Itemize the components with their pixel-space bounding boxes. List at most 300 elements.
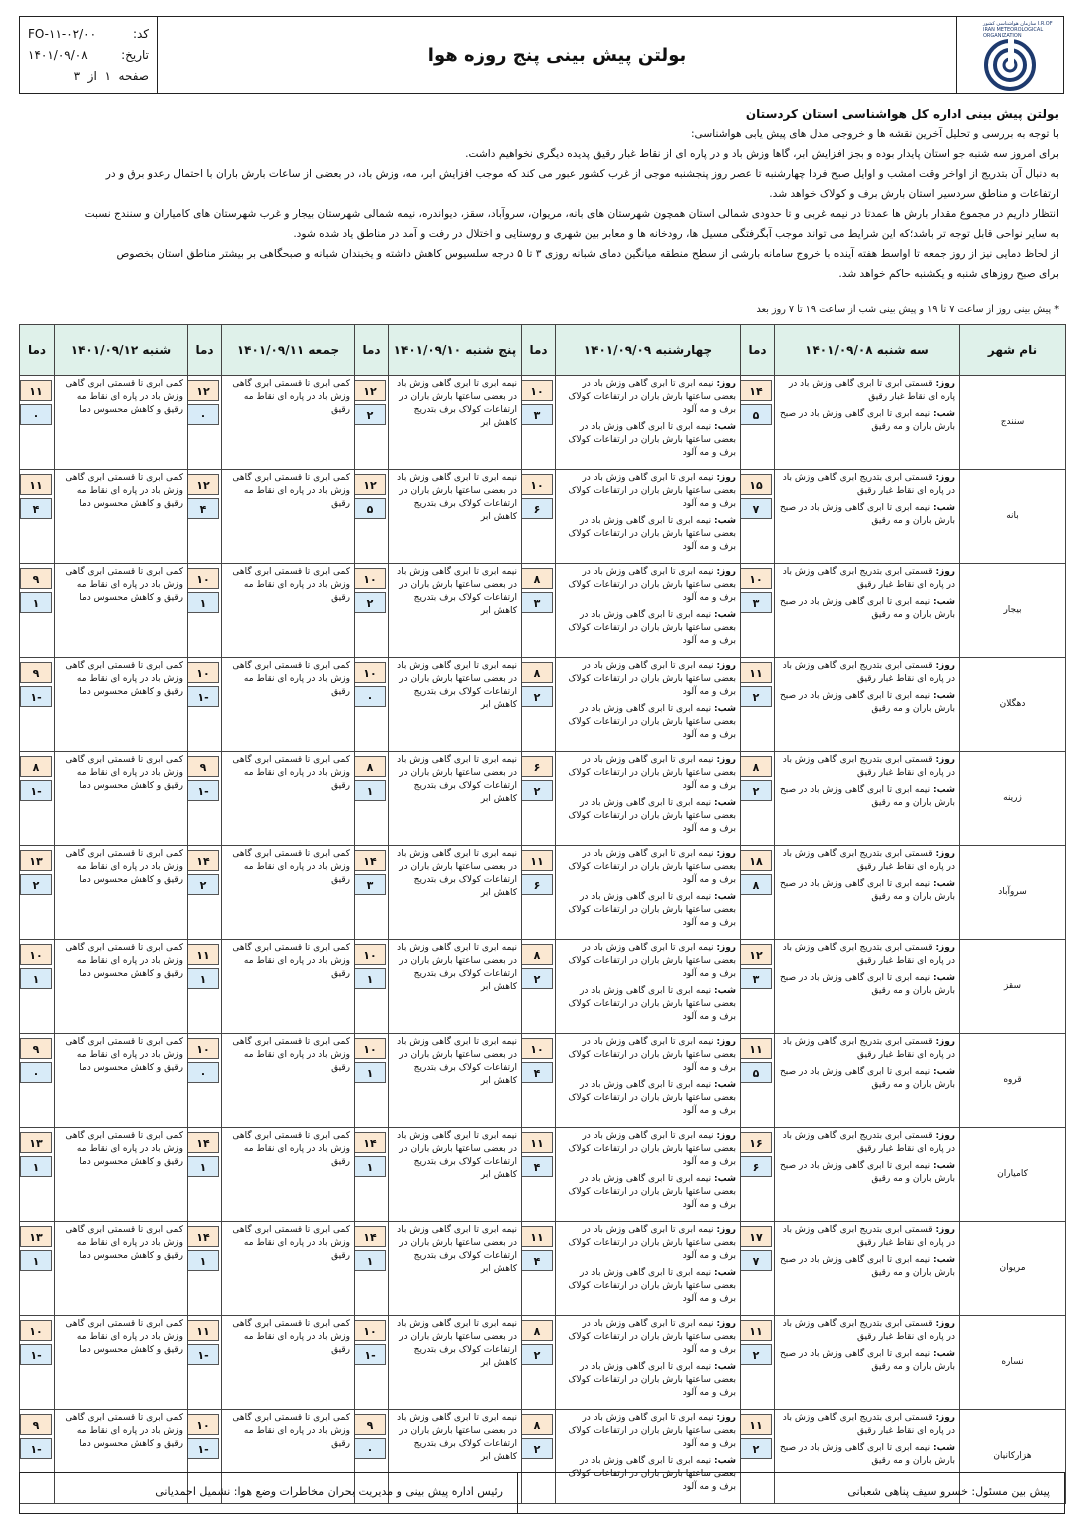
forecast-text: کمی ابری تا قسمتی ابری گاهی وزش باد در پاره ای نقاط مه رقیق و کاهش محسوس دما — [65, 567, 183, 603]
min-temp: ۲ — [740, 1438, 772, 1459]
night-label: شب: — [714, 422, 736, 432]
max-temp: ۱۳ — [20, 1132, 52, 1153]
city-name: سقز — [960, 940, 1066, 1034]
intro-line: به سایر نواحی قابل توجه تر باشد؛که این شرایط می تواند موجب آبگرفتگی مسیل ها، رودخانه ها و معابر بین شهری و روستایی و اختلال در رفت و آمد در مناطق یاد شده شود. — [293, 228, 1059, 240]
intro-line: انتظار داریم در مجموع مقدار بارش ها عمدتا در نیمه غربی و تا حدودی شمالی استان همچون شهرستان های بانه، مریوان، سروآباد، سقز، دیواندره، نیمه شمالی شهرستان بیجار و غرب شهرستان های کامیاران و سنندج نسبت — [84, 208, 1059, 220]
min-temp: ۶ — [740, 1156, 772, 1177]
min-temp: -۱ — [20, 686, 52, 707]
temp-cell — [522, 564, 556, 658]
day-label: روز: — [716, 1319, 736, 1329]
table-row — [20, 846, 1066, 940]
forecast-cell — [55, 564, 188, 658]
night-forecast: نیمه ابری تا ابری گاهی وزش باد در صبح بارش باران و مه رقیق — [779, 1067, 955, 1090]
intro-line: از لحاظ دمایی نیز از روز جمعه تا اواسط هفته آینده با خروج سامانه بارشی از سطح منطقه میانگین دمای شبانه روزی ۳ تا ۵ درجه سلسیوس کاهش داشته و یخبندان شبانه و صبحگاهی بر بیشتر مناطق استان بخصوص — [116, 248, 1059, 260]
min-temp: ۵ — [740, 1062, 772, 1083]
intro-line: برای صبح روزهای شنبه و یکشنبه حاکم خواهد شد. — [838, 268, 1059, 280]
day-forecast: نیمه ابری تا ابری گاهی وزش باد در بعضی ساعتها بارش باران در ارتفاعات کولاک برف و مه آلود — [568, 943, 736, 979]
temp-cell — [188, 1128, 222, 1222]
temp-cell — [741, 752, 775, 846]
intro-line: به دنبال آن بتدریج از اواخر وقت امشب و اوایل صبح فردا چهارشنبه تا عصر روز پنجشنبه موجی از غرب کشور عبور می کند که موجب افزایش ابر، مه، وزش باد، در بعضی از ساعات بارش باران با احتمال رعدو برق و در — [105, 168, 1059, 180]
temp-cell — [20, 470, 55, 564]
forecast-cell — [389, 658, 522, 752]
night-label: شب: — [933, 1443, 955, 1453]
city-name: کامیاران — [960, 1128, 1066, 1222]
day-label: روز: — [716, 473, 736, 483]
temp-cell — [741, 564, 775, 658]
min-temp: -۱ — [187, 1438, 219, 1459]
forecast-cell — [222, 564, 355, 658]
table-row — [20, 1316, 1066, 1410]
day-forecast: قسمتی ابری بتدریج ابری گاهی وزش باد در پاره ای نقاط غبار رقیق — [782, 943, 955, 966]
forecast-cell — [775, 1316, 960, 1410]
night-forecast: نیمه ابری تا ابری گاهی وزش باد در بعضی ساعتها بارش باران در ارتفاعات کولاک برف و مه آلود — [568, 986, 736, 1022]
night-forecast: نیمه ابری تا ابری گاهی وزش باد در صبح بارش باران و مه رقیق — [779, 973, 955, 996]
forecast-cell — [222, 846, 355, 940]
temp-cell — [741, 1128, 775, 1222]
max-temp: ۱۵ — [740, 474, 772, 495]
night-forecast: نیمه ابری تا ابری گاهی وزش باد در صبح بارش باران و مه رقیق — [779, 409, 955, 432]
forecast-cell — [389, 1128, 522, 1222]
max-temp: ۱۴ — [187, 1132, 219, 1153]
max-temp: ۸ — [521, 1320, 553, 1341]
forecast-cell — [556, 752, 741, 846]
temp-cell — [355, 1034, 389, 1128]
forecast-text: کمی ابری تا قسمتی ابری گاهی وزش باد در پاره ای نقاط مه رقیق — [232, 849, 350, 885]
max-temp: ۱۴ — [354, 850, 386, 871]
forecast-text: نیمه ابری تا ابری گاهی وزش باد در بعضی ساعتها بارش باران در ارتفاعات کولاک برف بتدریج کاهش ابر — [397, 1037, 517, 1086]
temp-cell — [522, 1034, 556, 1128]
night-forecast: نیمه ابری تا ابری گاهی وزش باد در صبح بارش باران و مه رقیق — [779, 1161, 955, 1184]
min-temp: ۴ — [521, 1250, 553, 1271]
night-forecast: نیمه ابری تا ابری گاهی وزش باد در صبح بارش باران و مه رقیق — [779, 503, 955, 526]
intro-title: بولتن پیش بینی اداره کل هواشناسی استان کردستان — [745, 107, 1059, 121]
table-row — [20, 376, 1066, 470]
min-temp: ۱ — [354, 1062, 386, 1083]
max-temp: ۱۰ — [20, 1320, 52, 1341]
city-name: سنندج — [960, 376, 1066, 470]
min-temp: ۰ — [187, 1062, 219, 1083]
temp-cell — [20, 564, 55, 658]
max-temp: ۱۰ — [20, 944, 52, 965]
forecast-text: نیمه ابری تا ابری گاهی وزش باد در بعضی ساعتها بارش باران در ارتفاعات کولاک برف بتدریج کاهش ابر — [397, 1131, 517, 1180]
temp-column-header: دما — [20, 325, 55, 376]
temp-cell — [20, 658, 55, 752]
page-label: صفحه — [118, 68, 149, 83]
night-label: شب: — [714, 1456, 736, 1466]
temp-cell — [20, 846, 55, 940]
day-label: روز: — [935, 1413, 955, 1423]
temp-cell — [20, 376, 55, 470]
page-total: ۳ — [73, 68, 81, 83]
max-temp: ۱۱ — [740, 1320, 772, 1341]
max-temp: ۹ — [187, 756, 219, 777]
max-temp: ۸ — [354, 756, 386, 777]
forecast-cell — [775, 658, 960, 752]
code-value: FO-۱۱-۰۲/۰۰ — [28, 26, 97, 41]
night-label: شب: — [714, 892, 736, 902]
forecast-cell — [775, 1222, 960, 1316]
max-temp: ۸ — [521, 662, 553, 683]
max-temp: ۱۰ — [354, 1320, 386, 1341]
max-temp: ۱۴ — [187, 850, 219, 871]
intro-line: ارتفاعات و مناطق سردسیر استان بارش برف و کولاک خواهد شد. — [769, 188, 1059, 200]
temp-column-header: دما — [188, 325, 222, 376]
temp-cell — [355, 1316, 389, 1410]
day-label: روز: — [935, 943, 955, 953]
night-label: شب: — [933, 691, 955, 701]
forecast-text: کمی ابری تا قسمتی ابری گاهی وزش باد در پاره ای نقاط مه رقیق — [232, 473, 350, 509]
forecast-cell — [556, 1222, 741, 1316]
temp-cell — [20, 1222, 55, 1316]
max-temp: ۸ — [521, 944, 553, 965]
night-label: شب: — [933, 1255, 955, 1265]
city-name: دهگلان — [960, 658, 1066, 752]
temp-cell — [355, 376, 389, 470]
day-forecast: نیمه ابری تا ابری گاهی وزش باد در بعضی ساعتها بارش باران در ارتفاعات کولاک برف و مه آلود — [568, 1131, 736, 1167]
forecast-cell — [55, 1034, 188, 1128]
temp-cell — [522, 1128, 556, 1222]
forecast-cell — [389, 1316, 522, 1410]
city-name: سروآباد — [960, 846, 1066, 940]
night-forecast: نیمه ابری تا ابری گاهی وزش باد در صبح بارش باران و مه رقیق — [779, 691, 955, 714]
forecast-cell — [55, 752, 188, 846]
table-row — [20, 940, 1066, 1034]
temp-cell — [188, 564, 222, 658]
temp-cell — [355, 752, 389, 846]
forecast-text: کمی ابری تا قسمتی ابری گاهی وزش باد در پاره ای نقاط مه رقیق و کاهش محسوس دما — [65, 1413, 183, 1449]
temp-cell — [188, 1316, 222, 1410]
day-forecast: نیمه ابری تا ابری گاهی وزش باد در بعضی ساعتها بارش باران در ارتفاعات کولاک برف و مه آلود — [568, 473, 736, 509]
night-label: شب: — [714, 610, 736, 620]
night-label: شب: — [714, 798, 736, 808]
forecast-text: نیمه ابری تا ابری گاهی وزش باد در بعضی ساعتها بارش باران در ارتفاعات کولاک برف بتدریج کاهش ابر — [397, 1413, 517, 1462]
max-temp: ۱۳ — [20, 850, 52, 871]
logo-area — [956, 17, 1063, 93]
forecast-text: کمی ابری تا قسمتی ابری گاهی وزش باد در پاره ای نقاط مه رقیق — [232, 1037, 350, 1073]
min-temp: ۲ — [354, 592, 386, 613]
night-forecast: نیمه ابری تا ابری گاهی وزش باد در بعضی ساعتها بارش باران در ارتفاعات کولاک برف و مه آلود — [568, 516, 736, 552]
night-forecast: نیمه ابری تا ابری گاهی وزش باد در بعضی ساعتها بارش باران در ارتفاعات کولاک برف و مه آلود — [568, 422, 736, 458]
min-temp: ۳ — [521, 404, 553, 425]
temp-cell — [522, 846, 556, 940]
forecast-text: کمی ابری تا قسمتی ابری گاهی وزش باد در پاره ای نقاط مه رقیق — [232, 567, 350, 603]
night-forecast: نیمه ابری تا ابری گاهی وزش باد در بعضی ساعتها بارش باران در ارتفاعات کولاک برف و مه آلود — [568, 1362, 736, 1398]
page-of: از — [87, 68, 97, 83]
forecast-text: کمی ابری تا قسمتی ابری گاهی وزش باد در پاره ای نقاط مه رقیق و کاهش محسوس دما — [65, 661, 183, 697]
max-temp: ۱۸ — [740, 850, 772, 871]
day-forecast: قسمتی ابری بتدریج ابری گاهی وزش باد در پاره ای نقاط غبار رقیق — [782, 1225, 955, 1248]
temp-cell — [20, 752, 55, 846]
max-temp: ۱۰ — [521, 1038, 553, 1059]
night-forecast: نیمه ابری تا ابری گاهی وزش باد در صبح بارش باران و مه رقیق — [779, 1255, 955, 1278]
forecast-cell — [389, 470, 522, 564]
min-temp: ۶ — [521, 874, 553, 895]
forecast-cell — [222, 1316, 355, 1410]
forecast-text: کمی ابری تا قسمتی ابری گاهی وزش باد در پاره ای نقاط مه رقیق — [232, 1413, 350, 1449]
day-forecast: قسمتی ابری بتدریج ابری گاهی وزش باد در پاره ای نقاط غبار رقیق — [782, 849, 955, 872]
forecast-cell — [775, 376, 960, 470]
night-forecast: نیمه ابری تا ابری گاهی وزش باد در بعضی ساعتها بارش باران در ارتفاعات کولاک برف و مه آلود — [568, 610, 736, 646]
max-temp: ۹ — [20, 1038, 52, 1059]
night-forecast: نیمه ابری تا ابری گاهی وزش باد در صبح بارش باران و مه رقیق — [779, 879, 955, 902]
forecast-text: کمی ابری تا قسمتی ابری گاهی وزش باد در پاره ای نقاط مه رقیق — [232, 661, 350, 697]
day-forecast: نیمه ابری تا ابری گاهی وزش باد در بعضی ساعتها بارش باران در ارتفاعات کولاک برف و مه آلود — [568, 1413, 736, 1449]
temp-cell — [355, 940, 389, 1034]
day-label: روز: — [716, 943, 736, 953]
day-label: روز: — [935, 379, 955, 389]
night-forecast: نیمه ابری تا ابری گاهی وزش باد در بعضی ساعتها بارش باران در ارتفاعات کولاک برف و مه آلود — [568, 1456, 736, 1492]
city-name: مریوان — [960, 1222, 1066, 1316]
day-label: روز: — [935, 1131, 955, 1141]
temp-cell — [522, 376, 556, 470]
city-name: بیجار — [960, 564, 1066, 658]
max-temp: ۱۴ — [187, 1226, 219, 1247]
forecast-cell — [222, 752, 355, 846]
day-forecast: نیمه ابری تا ابری گاهی وزش باد در بعضی ساعتها بارش باران در ارتفاعات کولاک برف و مه آلود — [568, 379, 736, 415]
forecast-cell — [556, 1034, 741, 1128]
forecast-text: کمی ابری تا قسمتی ابری گاهی وزش باد در پاره ای نقاط مه رقیق و کاهش محسوس دما — [65, 1319, 183, 1355]
forecast-cell — [775, 752, 960, 846]
forecast-text: کمی ابری تا قسمتی ابری گاهی وزش باد در پاره ای نقاط مه رقیق و کاهش محسوس دما — [65, 1037, 183, 1073]
max-temp: ۱۱ — [740, 662, 772, 683]
forecast-cell — [556, 470, 741, 564]
temp-cell — [188, 1222, 222, 1316]
temp-cell — [741, 1316, 775, 1410]
temp-cell — [741, 658, 775, 752]
night-label: شب: — [714, 1174, 736, 1184]
temp-cell — [522, 470, 556, 564]
day-forecast: نیمه ابری تا ابری گاهی وزش باد در بعضی ساعتها بارش باران در ارتفاعات کولاک برف و مه آلود — [568, 567, 736, 603]
max-temp: ۱۱ — [187, 1320, 219, 1341]
forecast-cell — [55, 658, 188, 752]
forecast-cell — [556, 376, 741, 470]
max-temp: ۱۴ — [740, 380, 772, 401]
night-label: شب: — [714, 986, 736, 996]
min-temp: -۱ — [187, 686, 219, 707]
temp-cell — [741, 846, 775, 940]
min-temp: ۱ — [20, 592, 52, 613]
forecast-cell — [389, 1034, 522, 1128]
forecast-text: کمی ابری تا قسمتی ابری گاهی وزش باد در پاره ای نقاط مه رقیق — [232, 1225, 350, 1261]
forecast-cell — [55, 940, 188, 1034]
day-forecast: قسمتی ابری بتدریج ابری گاهی وزش باد در پاره ای نقاط غبار رقیق — [782, 1037, 955, 1060]
night-label: شب: — [714, 1268, 736, 1278]
min-temp: ۷ — [740, 498, 772, 519]
day-forecast: قسمتی ابری بتدریج ابری گاهی وزش باد در پاره ای نقاط غبار رقیق — [782, 1131, 955, 1154]
day-label: روز: — [716, 1131, 736, 1141]
max-temp: ۱۰ — [187, 1038, 219, 1059]
max-temp: ۸ — [740, 756, 772, 777]
min-temp: ۰ — [187, 404, 219, 425]
temp-cell — [188, 752, 222, 846]
forecast-cell — [222, 940, 355, 1034]
min-temp: ۲ — [740, 686, 772, 707]
max-temp: ۱۰ — [187, 568, 219, 589]
intro-section — [19, 104, 1059, 284]
meteorological-logo-icon — [979, 35, 1041, 91]
night-forecast: نیمه ابری تا ابری گاهی وزش باد در بعضی ساعتها بارش باران در ارتفاعات کولاک برف و مه آلود — [568, 892, 736, 928]
max-temp: ۱۴ — [354, 1132, 386, 1153]
table-row — [20, 1222, 1066, 1316]
min-temp: ۰ — [354, 1438, 386, 1459]
min-temp: ۴ — [20, 498, 52, 519]
forecast-text: کمی ابری تا قسمتی ابری گاهی وزش باد در پاره ای نقاط مه رقیق — [232, 1319, 350, 1355]
bulletin-header — [19, 16, 1064, 94]
max-temp: ۱۰ — [354, 944, 386, 965]
day-forecast: نیمه ابری تا ابری گاهی وزش باد در بعضی ساعتها بارش باران در ارتفاعات کولاک برف و مه آلود — [568, 849, 736, 885]
night-label: شب: — [933, 879, 955, 889]
temp-cell — [20, 1128, 55, 1222]
night-forecast: نیمه ابری تا ابری گاهی وزش باد در صبح بارش باران و مه رقیق — [779, 1443, 955, 1466]
max-temp: ۸ — [521, 1414, 553, 1435]
min-temp: ۵ — [354, 498, 386, 519]
day-forecast: قسمتی ابری بتدریج ابری گاهی وزش باد در پاره ای نقاط غبار رقیق — [782, 567, 955, 590]
forecast-cell — [389, 376, 522, 470]
forecast-cell — [389, 940, 522, 1034]
min-temp: ۱ — [187, 968, 219, 989]
temp-cell — [355, 470, 389, 564]
min-temp: ۷ — [740, 1250, 772, 1271]
forecast-cell — [556, 564, 741, 658]
temp-cell — [188, 658, 222, 752]
max-temp: ۱۲ — [187, 380, 219, 401]
min-temp: ۱ — [20, 1156, 52, 1177]
day-column-header: پنج شنبه ۱۴۰۱/۰۹/۱۰ — [389, 325, 522, 376]
min-temp: ۶ — [521, 498, 553, 519]
temp-cell — [20, 1316, 55, 1410]
forecast-text: نیمه ابری تا ابری گاهی وزش باد در بعضی ساعتها بارش باران در ارتفاعات کولاک برف بتدریج کاهش ابر — [397, 849, 517, 898]
forecast-text: کمی ابری تا قسمتی ابری گاهی وزش باد در پاره ای نقاط مه رقیق — [232, 755, 350, 791]
forecast-cell — [775, 1034, 960, 1128]
min-temp: ۱ — [354, 968, 386, 989]
night-label: شب: — [714, 516, 736, 526]
max-temp: ۱۱ — [740, 1414, 772, 1435]
forecast-cell — [775, 564, 960, 658]
forecast-cell — [556, 846, 741, 940]
temp-cell — [188, 846, 222, 940]
day-label: روز: — [716, 755, 736, 765]
min-temp: ۲ — [740, 1344, 772, 1365]
forecast-text: کمی ابری تا قسمتی ابری گاهی وزش باد در پاره ای نقاط مه رقیق و کاهش محسوس دما — [65, 379, 183, 415]
night-forecast: نیمه ابری تا ابری گاهی وزش باد در بعضی ساعتها بارش باران در ارتفاعات کولاک برف و مه آلود — [568, 704, 736, 740]
forecast-cell — [222, 658, 355, 752]
temp-cell — [188, 940, 222, 1034]
temp-cell — [741, 940, 775, 1034]
time-note: * پیش بینی روز از ساعت ۷ تا ۱۹ و پیش بینی شب از ساعت ۱۹ تا ۷ روز بعد — [756, 304, 1059, 315]
min-temp: ۲ — [521, 1344, 553, 1365]
forecast-text: نیمه ابری تا ابری گاهی وزش باد در بعضی ساعتها بارش باران در ارتفاعات کولاک برف بتدریج کاهش ابر — [397, 755, 517, 804]
max-temp: ۱۰ — [521, 380, 553, 401]
forecast-cell — [556, 1316, 741, 1410]
forecast-cell — [389, 752, 522, 846]
min-temp: ۳ — [354, 874, 386, 895]
min-temp: ۱ — [187, 592, 219, 613]
city-name: قروه — [960, 1034, 1066, 1128]
min-temp: ۳ — [521, 592, 553, 613]
temp-cell — [741, 376, 775, 470]
forecast-cell — [55, 376, 188, 470]
day-label: روز: — [935, 755, 955, 765]
day-label: روز: — [935, 1037, 955, 1047]
max-temp: ۱۶ — [740, 1132, 772, 1153]
date-label: تاریخ: — [121, 47, 149, 62]
min-temp: ۲ — [354, 404, 386, 425]
page-number: ۱ — [104, 68, 111, 83]
day-label: روز: — [935, 1225, 955, 1235]
day-forecast: نیمه ابری تا ابری گاهی وزش باد در بعضی ساعتها بارش باران در ارتفاعات کولاک برف و مه آلود — [568, 1225, 736, 1261]
forecast-text: نیمه ابری تا ابری گاهی وزش باد در بعضی ساعتها بارش باران در ارتفاعات کولاک برف بتدریج کاهش ابر — [397, 1225, 517, 1274]
max-temp: ۱۱ — [521, 1132, 553, 1153]
forecast-text: نیمه ابری تا ابری گاهی وزش باد در بعضی ساعتها بارش باران در ارتفاعات کولاک برف بتدریج کاهش ابر — [397, 473, 517, 522]
day-forecast: قسمتی ابری بتدریج ابری گاهی وزش باد در پاره ای نقاط غبار رقیق — [782, 473, 955, 496]
min-temp: ۲ — [187, 874, 219, 895]
city-name: بانه — [960, 470, 1066, 564]
day-label: روز: — [935, 567, 955, 577]
table-row — [20, 1034, 1066, 1128]
max-temp: ۱۳ — [20, 1226, 52, 1247]
day-forecast: نیمه ابری تا ابری گاهی وزش باد در بعضی ساعتها بارش باران در ارتفاعات کولاک برف و مه آلود — [568, 1319, 736, 1355]
max-temp: ۱۱ — [740, 1038, 772, 1059]
day-label: روز: — [935, 661, 955, 671]
intro-line: برای امروز سه شنبه جو استان پایدار بوده و بجز افزایش ابر، گاها وزش باد و در پاره ای از نقاط غبار رقیق پدیده دیگری نخواهیم داشت. — [465, 148, 1059, 160]
intro-line: با توجه به بررسی و تحلیل آخرین نقشه ها و خروجی مدل های پیش یابی هواشناسی: — [690, 128, 1059, 140]
min-temp: ۳ — [740, 968, 772, 989]
temp-cell — [355, 1222, 389, 1316]
day-label: روز: — [716, 379, 736, 389]
night-label: شب: — [933, 785, 955, 795]
table-row — [20, 1128, 1066, 1222]
max-temp: ۹ — [354, 1414, 386, 1435]
temp-cell — [522, 1316, 556, 1410]
forecast-text: نیمه ابری تا ابری گاهی وزش باد در بعضی ساعتها بارش باران در ارتفاعات کولاک برف بتدریج کاهش ابر — [397, 1319, 517, 1368]
table-row — [20, 470, 1066, 564]
day-forecast: قسمتی ابری تا ابری گاهی وزش باد در پاره ای نقاط غبار رقیق — [788, 379, 955, 402]
day-label: روز: — [716, 567, 736, 577]
max-temp: ۱۰ — [187, 662, 219, 683]
min-temp: ۱ — [20, 968, 52, 989]
max-temp: ۱۰ — [354, 1038, 386, 1059]
temp-column-header: دما — [522, 325, 556, 376]
forecast-cell — [55, 1128, 188, 1222]
night-forecast: نیمه ابری تا ابری گاهی وزش باد در بعضی ساعتها بارش باران در ارتفاعات کولاک برف و مه آلود — [568, 798, 736, 834]
forecast-text: کمی ابری تا قسمتی ابری گاهی وزش باد در پاره ای نقاط مه رقیق و کاهش محسوس دما — [65, 1131, 183, 1167]
day-label: روز: — [716, 1225, 736, 1235]
min-temp: ۲ — [521, 780, 553, 801]
max-temp: ۱۲ — [354, 380, 386, 401]
forecast-text: کمی ابری تا قسمتی ابری گاهی وزش باد در پاره ای نقاط مه رقیق — [232, 1131, 350, 1167]
forecast-text: کمی ابری تا قسمتی ابری گاهی وزش باد در پاره ای نقاط مه رقیق و کاهش محسوس دما — [65, 755, 183, 791]
min-temp: ۰ — [20, 404, 52, 425]
min-temp: ۱ — [354, 1250, 386, 1271]
day-column-header: چهارشنبه ۱۴۰۱/۰۹/۰۹ — [556, 325, 741, 376]
day-label: روز: — [716, 1037, 736, 1047]
min-temp: -۱ — [20, 780, 52, 801]
forecast-cell — [556, 940, 741, 1034]
temp-column-header: دما — [741, 325, 775, 376]
day-forecast: قسمتی ابری بتدریج ابری گاهی وزش باد در پاره ای نقاط غبار رقیق — [782, 661, 955, 684]
day-label: روز: — [716, 1413, 736, 1423]
min-temp: ۲ — [20, 874, 52, 895]
min-temp: ۲ — [521, 1438, 553, 1459]
forecast-cell — [775, 1128, 960, 1222]
min-temp: ۴ — [521, 1156, 553, 1177]
logo-text: سازمان هواشناسی کشور I.R.OF IRAN METEOROLOGICAL ORGANIZATION — [983, 21, 1053, 39]
forecast-cell — [556, 658, 741, 752]
temp-cell — [355, 564, 389, 658]
city-name: زرینه — [960, 752, 1066, 846]
forecast-table — [19, 324, 1066, 1504]
city-name: هزارکانیان — [960, 1410, 1066, 1504]
